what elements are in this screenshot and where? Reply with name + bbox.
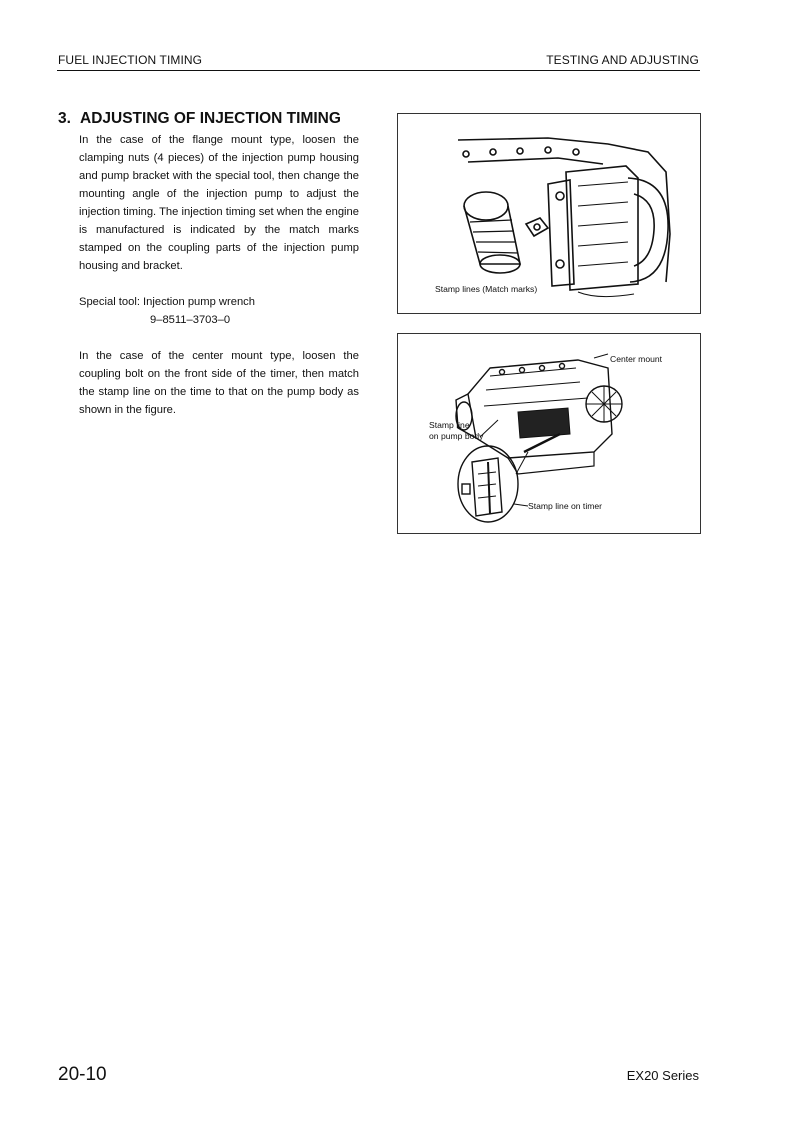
figure-center-mount-engine xyxy=(397,333,701,534)
special-tool-code: 9–8511–3703–0 xyxy=(150,314,231,326)
label-stamp-line-timer: Stamp line on timer xyxy=(528,501,603,511)
label-stamp-line-pump-1: Stamp line xyxy=(429,420,470,430)
special-tool-line: Special tool: Injection pump wrench xyxy=(79,296,255,308)
series-name: EX20 Series xyxy=(626,1068,699,1083)
header-rule xyxy=(57,70,700,71)
section-heading xyxy=(58,110,341,128)
section-title: ADJUSTING OF INJECTION TIMING xyxy=(80,110,341,127)
figure-flange-mount-pump xyxy=(397,113,701,314)
label-stamp-line-pump-2: on pump body xyxy=(429,431,484,441)
page-number: 20-10 xyxy=(58,1064,107,1085)
header-section-title: FUEL INJECTION TIMING xyxy=(58,53,203,67)
paragraph-flange-mount: In the case of the flange mount type, loosen the clamping nuts (4 pieces) of the injection pump housing and pump bracket with the special tool, then change the mounting angle of the injection pump to adjust the injection timing. The injection timing set when the engine is manufactured is indicated by the match marks stamped on the coupling parts of the injection pump housing and bracket. xyxy=(79,134,359,272)
header-chapter-title: TESTING AND ADJUSTING xyxy=(546,53,699,67)
figure1-caption: Stamp lines (Match marks) xyxy=(435,284,538,294)
section-number: 3. xyxy=(58,110,71,127)
paragraph-center-mount: In the case of the center mount type, loosen the coupling bolt on the front side of the timer, then match the stamp line on the time to that on the pump body as shown in the figure. xyxy=(79,350,359,416)
label-center-mount: Center mount xyxy=(610,354,663,364)
